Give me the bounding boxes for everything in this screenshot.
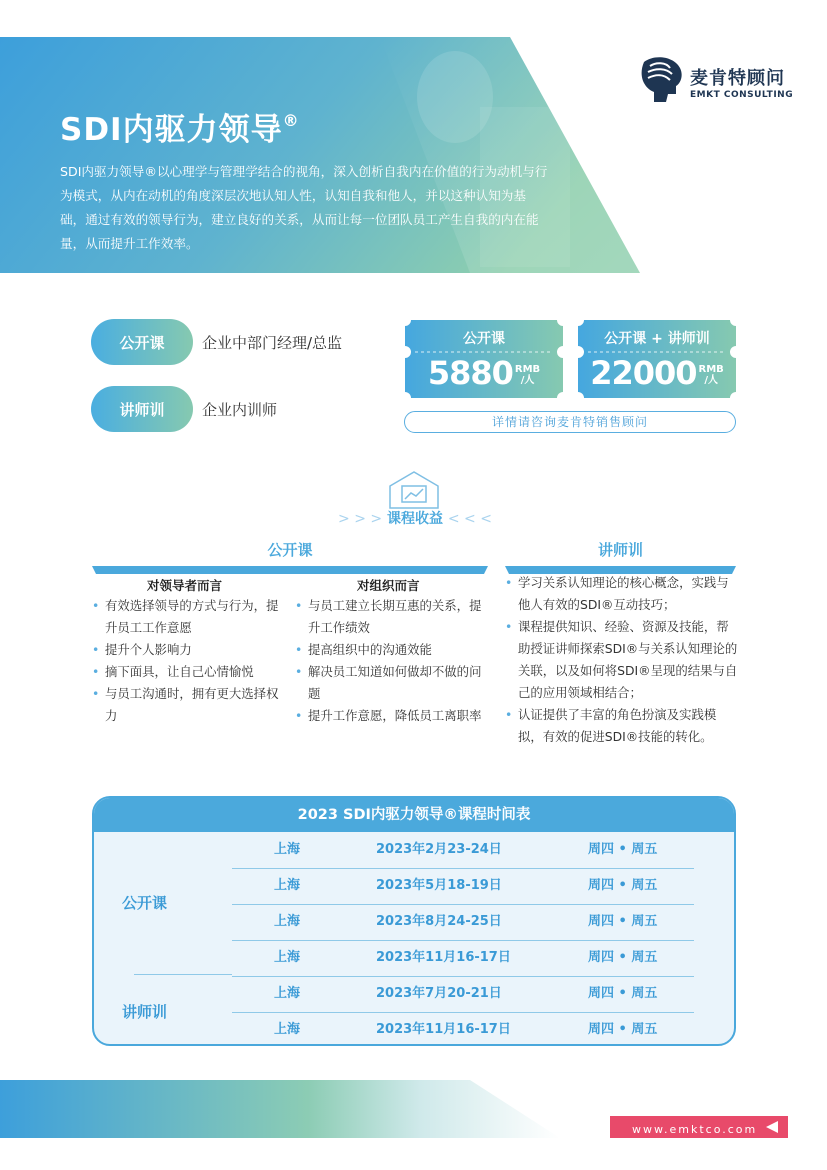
hero-title: SDI内驱力领导® [60,111,300,148]
organization-heading: 对组织而言 [357,578,420,593]
open-course-divider [92,559,488,567]
price-label-open: 公开课 [463,331,505,347]
list-item: • 摘下面具，让自己心情愉悦 [92,661,288,683]
brand-name-en: EMKT CONSULTING [690,90,794,100]
audience-text-trainer: 企业内训师 [202,401,278,419]
brand-logo-icon [636,56,686,104]
list-item: • 解决员工知道如何做却不做的问题 [295,661,490,705]
chart-board-icon [388,470,440,510]
schedule-title: 2023 SDI内驱力领导®课程时间表 [94,798,734,832]
price-label-combo: 公开课 + 讲师训 [604,331,710,347]
hero-description: SDI内驱力领导®以心理学与管理学结合的视角，深入创析自我内在价值的行为动机与行为模式，从内在动机的角度深层次地认知人性，认知自我和他人，并以这种认知为基础，通过有效的领导行为，建立良好的关系，从而让每一位团队员工产生自我的内在能量，从而提升工作效率。 [60,164,548,251]
audience-tag-open: 公开课 [91,319,193,365]
table-row: 上海 2023年8月24-25日 周四 • 周五 [232,904,694,941]
audience-text-open: 企业中部门经理/总监 [202,334,343,352]
leaders-heading: 对领导者而言 [147,578,223,593]
benefits-title: > > > 课程收益 < < < [338,511,492,527]
open-course-heading: 公开课 [267,541,313,559]
table-row: 上海 2023年11月16-17日 周四 • 周五 [274,1022,658,1037]
trainer-divider [505,559,736,567]
list-item: • 有效选择领导的方式与行为，提升员工工作意愿 [92,595,288,639]
organization-benefit-list [295,595,490,727]
leaders-benefit-list [92,595,288,727]
table-row: 上海 2023年11月16-17日 周四 • 周五 [232,940,694,977]
group-divider [134,974,232,975]
consult-note: 详情请咨询麦肯特销售顾问 [404,411,736,433]
list-item: • 与员工建立长期互惠的关系，提升工作绩效 [295,595,490,639]
trainer-heading: 讲师训 [597,541,643,559]
table-row: 上海 2023年7月20-21日 周四 • 周五 [232,976,694,1013]
list-item: • 认证提供了丰富的角色扮演及实践模拟，有效的促进SDI®技能的转化。 [505,704,738,748]
footer-url[interactable]: www.emktco.com [632,1123,758,1136]
audience-tag-trainer: 讲师训 [91,386,193,432]
trainer-benefit-list [505,572,738,748]
price-ticket-open [405,320,563,398]
price-value-open: 5880 RMB /人 [427,354,541,392]
table-row: 上海 2023年5月18-19日 周四 • 周五 [232,868,694,905]
list-item: • 与员工沟通时，拥有更大选择权力 [92,683,288,727]
list-item: • 学习关系认知理论的核心概念，实践与他人有效的SDI®互动技巧； [505,572,738,616]
price-value-combo: 22000 RMB /人 [590,354,724,392]
schedule-table [92,796,736,1046]
list-item: • 提高组织中的沟通效能 [295,639,490,661]
price-ticket-combo [578,320,736,398]
list-item: • 课程提供知识、经验、资源及技能，帮助授证讲师探索SDI®与关系认知理论的关联，以及如何将SDI®呈现的结果与自己的应用领域相结合； [505,616,738,704]
schedule-group-open: 公开课 [122,894,168,912]
brand-name-cn: 麦肯特顾问 [690,68,785,89]
schedule-group-trainer: 讲师训 [122,1003,168,1021]
list-item: • 提升个人影响力 [92,639,288,661]
list-item: • 提升工作意愿，降低员工离职率 [295,705,490,727]
table-row: 上海 2023年2月23-24日 周四 • 周五 [232,832,694,869]
